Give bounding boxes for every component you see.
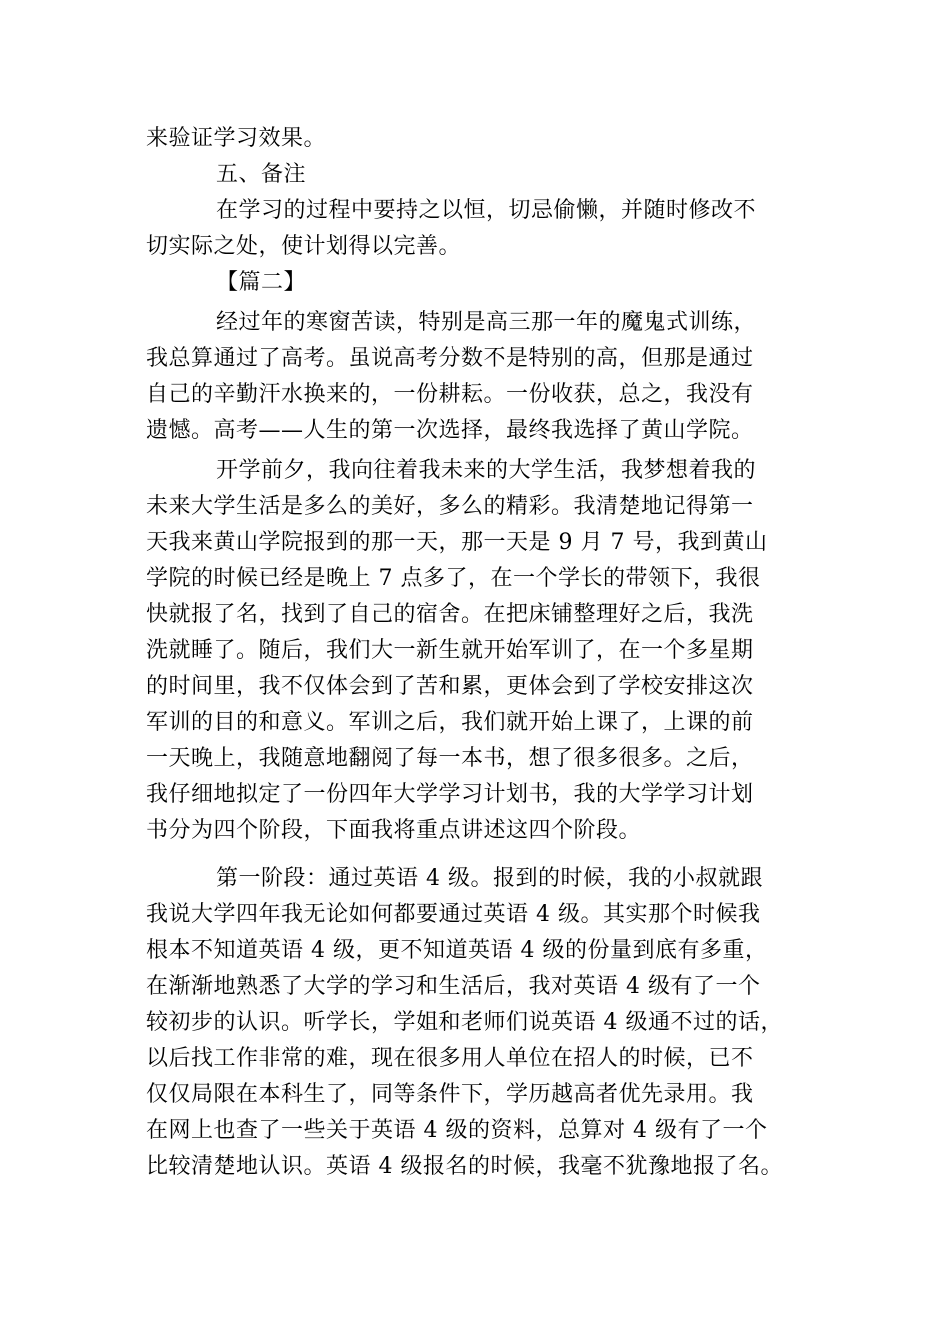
text-line: 比较清楚地认识。英语 4 级报名的时候，我毫不犹豫地报了名。 [146,1154,783,1179]
part-heading: 【篇二】 [216,270,307,295]
text-line: 我总算通过了高考。虽说高考分数不是特别的高，但那是通过 [146,346,754,371]
text-line: 开学前夕，我向往着我未来的大学生活，我梦想着我的 [216,458,757,483]
text-line: 快就报了名，找到了自己的宿舍。在把床铺整理好之后，我洗 [146,602,754,627]
text-line: 来验证学习效果。 [146,126,327,151]
text-line: 我仔细地拟定了一份四年大学学习计划书，我的大学学习计划 [146,782,754,807]
text-line: 的时间里，我不仅体会到了苦和累，更体会到了学校安排这次 [146,674,754,699]
text-line: 书分为四个阶段，下面我将重点讲述这四个阶段。 [146,818,642,843]
text-line: 根本不知道英语 4 级，更不知道英语 4 级的份量到底有多重， [146,938,768,963]
text-line: 经过年的寒窗苦读，特别是高三那一年的魔鬼式训练， [216,310,757,335]
text-line: 我说大学四年我无论如何都要通过英语 4 级。其实那个时候我 [146,902,761,927]
text-line: 第一阶段：通过英语 4 级。报到的时候，我的小叔就跟 [216,866,763,891]
text-line: 一天晚上，我随意地翻阅了每一本书，想了很多很多。之后， [146,746,754,771]
text-line: 以后找工作非常的难，现在很多用人单位在招人的时候，已不 [146,1046,754,1071]
text-line: 自己的辛勤汗水换来的，一份耕耘。一份收获，总之，我没有 [146,382,754,407]
text-line: 切实际之处，使计划得以完善。 [146,234,462,259]
section-heading: 五、备注 [216,162,307,187]
text-line: 学院的时候已经是晚上 7 点多了，在一个学长的带领下，我很 [146,566,761,591]
text-line: 天我来黄山学院报到的那一天，那一天是 9 月 7 号，我到黄山 [146,530,768,555]
text-line: 仅仅局限在本科生了，同等条件下，学历越高者优先录用。我 [146,1082,754,1107]
text-line: 未来大学生活是多么的美好，多么的精彩。我清楚地记得第一 [146,494,754,519]
text-line: 军训的目的和意义。军训之后，我们就开始上课了，上课的前 [146,710,754,735]
text-line: 在网上也查了一些关于英语 4 级的资料，总算对 4 级有了一个 [146,1118,768,1143]
text-line: 在学习的过程中要持之以恒，切忌偷懒，并随时修改不 [216,198,757,223]
text-line: 洗就睡了。随后，我们大一新生就开始军训了，在一个多星期 [146,638,754,663]
text-line: 较初步的认识。听学长，学姐和老师们说英语 4 级通不过的话， [146,1010,783,1035]
text-line: 在渐渐地熟悉了大学的学习和生活后，我对英语 4 级有了一个 [146,974,761,999]
text-line: 遗憾。高考——人生的第一次选择，最终我选择了黄山学院。 [146,418,754,443]
